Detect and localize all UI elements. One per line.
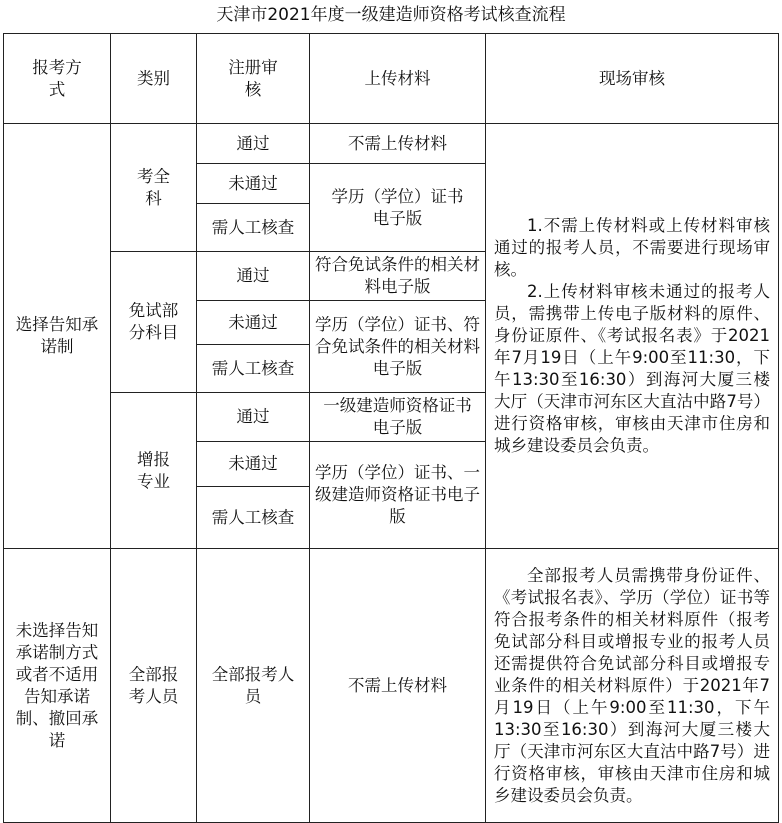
material-cell: 不需上传材料 (310, 549, 486, 823)
material-cell: 不需上传材料 (310, 124, 486, 164)
method-cell: 选择告知承诺制 (4, 124, 111, 549)
onsite-paragraph: 2.上传材料审核未通过的报考人员，需携带上传电子版材料的原件、身份证原件、《考试报名表》于2021年7月19日（上午9:00至11:30，下午13:30至16:30）到海河大厦三楼大厅（天津市河东区大直沽中路7号）进行资格审核，审核由天津市住房和城乡建设委员会负责。 (494, 282, 770, 455)
review-cell: 需人工核查 (197, 204, 310, 252)
header-upload-material: 上传材料 (310, 34, 486, 124)
review-cell: 通过 (197, 393, 310, 442)
review-cell: 未通过 (197, 301, 310, 345)
table-row (4, 124, 779, 164)
material-cell: 学历（学位）证书电子版 (310, 164, 486, 252)
review-cell: 未通过 (197, 164, 310, 204)
material-cell: 符合免试条件的相关材料电子版 (310, 252, 486, 301)
review-cell: 需人工核查 (197, 345, 310, 393)
material-cell: 学历（学位）证书、符合免试条件的相关材料电子版 (310, 301, 486, 393)
review-cell: 未通过 (197, 442, 310, 487)
onsite-review-cell (486, 124, 779, 549)
table-row (4, 549, 779, 823)
header-row (4, 34, 779, 124)
onsite-paragraph: 全部报考人员需携带身份证件、《考试报名表》、学历（学位）证书等符合报考条件的相关材料原件（报考免试部分科目或增报专业的报考人员还需提供符合免试部分科目或增报专业条件的相关材料原件）于2021年7月19日（上午9:00至11:30，下午13:30至16:30）到海河大厦三楼大厅（天津市河东区大直沽中路7号）进行资格审核，审核由天津市住房和城乡建设委员会负责。 (494, 565, 770, 805)
header-registration-review: 注册审核 (197, 34, 310, 124)
header-onsite-review: 现场审核 (486, 34, 779, 124)
method-cell: 未选择告知承诺制方式或者不适用告知承诺制、撤回承诺 (4, 549, 111, 823)
category-cell: 增报专业 (111, 393, 197, 549)
review-cell: 全部报考人员 (197, 549, 310, 823)
category-cell: 全部报考人员 (111, 549, 197, 823)
document-title: 天津市2021年度一级建造师资格考试核查流程 (216, 5, 566, 25)
category-cell: 考全科 (111, 124, 197, 252)
review-cell: 通过 (197, 252, 310, 301)
review-cell: 通过 (197, 124, 310, 164)
onsite-paragraph: 1.不需上传材料或上传材料审核通过的报考人员，不需要进行现场审核。 (494, 216, 770, 279)
review-cell: 需人工核查 (197, 487, 310, 549)
material-cell: 一级建造师资格证书电子版 (310, 393, 486, 442)
onsite-review-cell (486, 549, 779, 823)
material-cell: 学历（学位）证书、一级建造师资格证书电子版 (310, 442, 486, 549)
process-table (3, 33, 779, 823)
header-method: 报考方式 (4, 34, 111, 124)
header-category: 类别 (111, 34, 197, 124)
category-cell: 免试部分科目 (111, 252, 197, 393)
